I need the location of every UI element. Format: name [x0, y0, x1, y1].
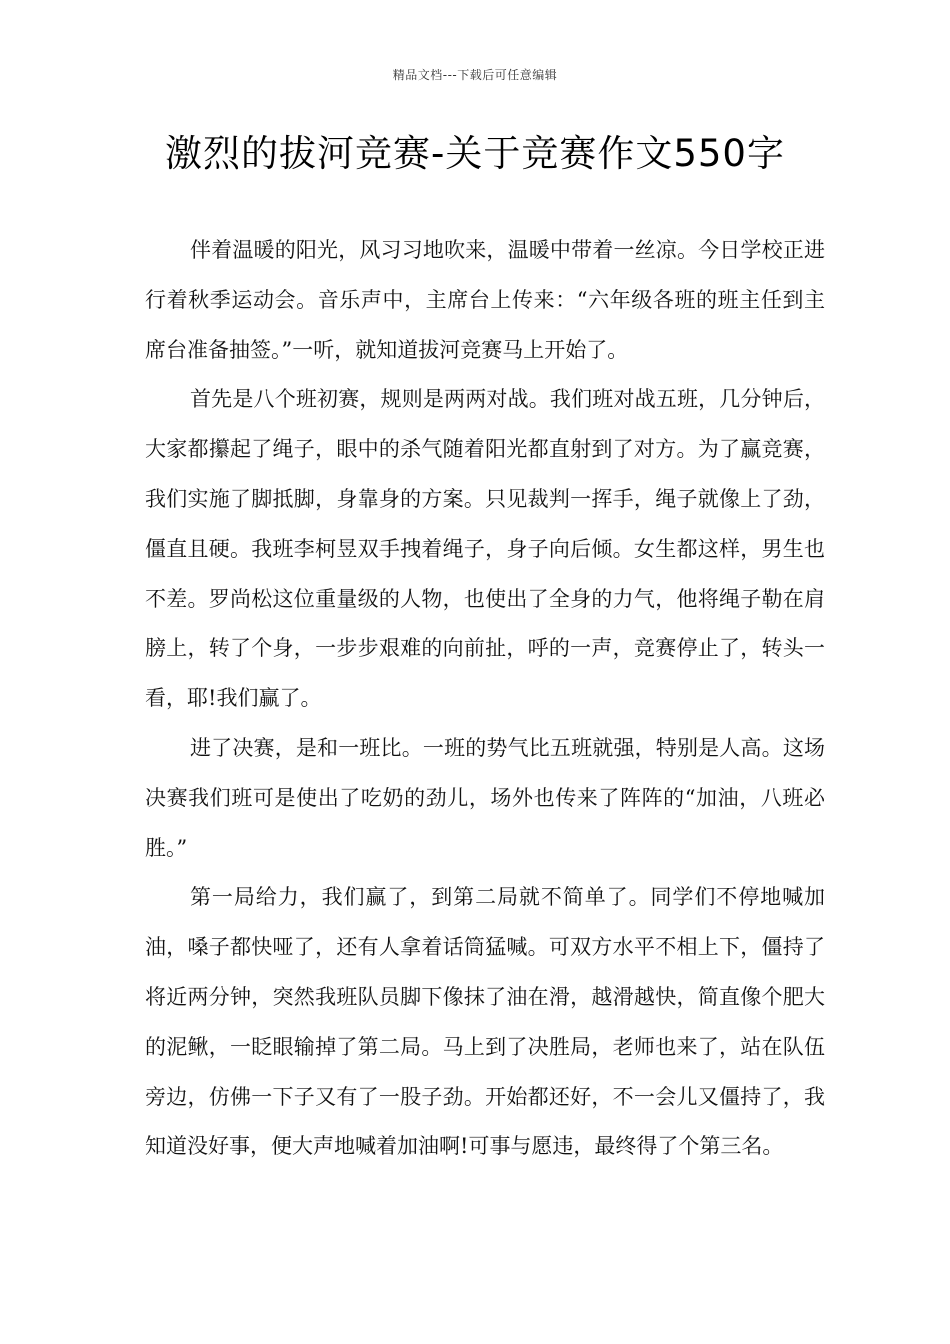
paragraph: 伴着温暖的阳光，风习习地吹来，温暖中带着一丝凉。今日学校正进行着秋季运动会。音乐声中，主席台上传来：“六年级各班的班主任到主席台准备抽签。”一听，就知道拔河竞赛马上开始了。	[145, 238, 825, 362]
header-note: 精品文档---下载后可任意编辑	[392, 68, 558, 82]
paragraph: 第一局给力，我们赢了，到第二局就不简单了。同学们不停地喊加油，嗓子都快哑了，还有人拿着话筒猛喊。可双方水平不相上下，僵持了将近两分钟，突然我班队员脚下像抹了油在滑，越滑越快，简直像个肥大的泥鳅，一眨眼输掉了第二局。马上到了决胜局，老师也来了，站在队伍旁边，仿佛一下子又有了一股子劲。开始都还好，不一会儿又僵持了，我知道没好事，便大声地喊着加油啊!可事与愿违，最终得了个第三名。	[145, 885, 825, 1159]
paragraph: 首先是八个班初赛，规则是两两对战。我们班对战五班，几分钟后，大家都攥起了绳子，眼中的杀气随着阳光都直射到了对方。为了赢竞赛，我们实施了脚抵脚，身靠身的方案。只见裁判一挥手，绳子就像上了劲，僵直且硬。我班李柯昱双手拽着绳子，身子向后倾。女生都这样，男生也不差。罗尚松这位重量级的人物，也使出了全身的力气，他将绳子勒在肩膀上，转了个身，一步步艰难的向前扯，呼的一声，竞赛停止了，转头一看，耶!我们赢了。	[145, 387, 825, 711]
page-title: 激烈的拔河竞赛-关于竞赛作文550字	[165, 132, 785, 175]
paragraph: 进了决赛，是和一班比。一班的势气比五班就强，特别是人高。这场决赛我们班可是使出了吃奶的劲儿，场外也传来了阵阵的“加油，八班必胜。”	[145, 735, 825, 860]
essay-body	[145, 226, 825, 1172]
